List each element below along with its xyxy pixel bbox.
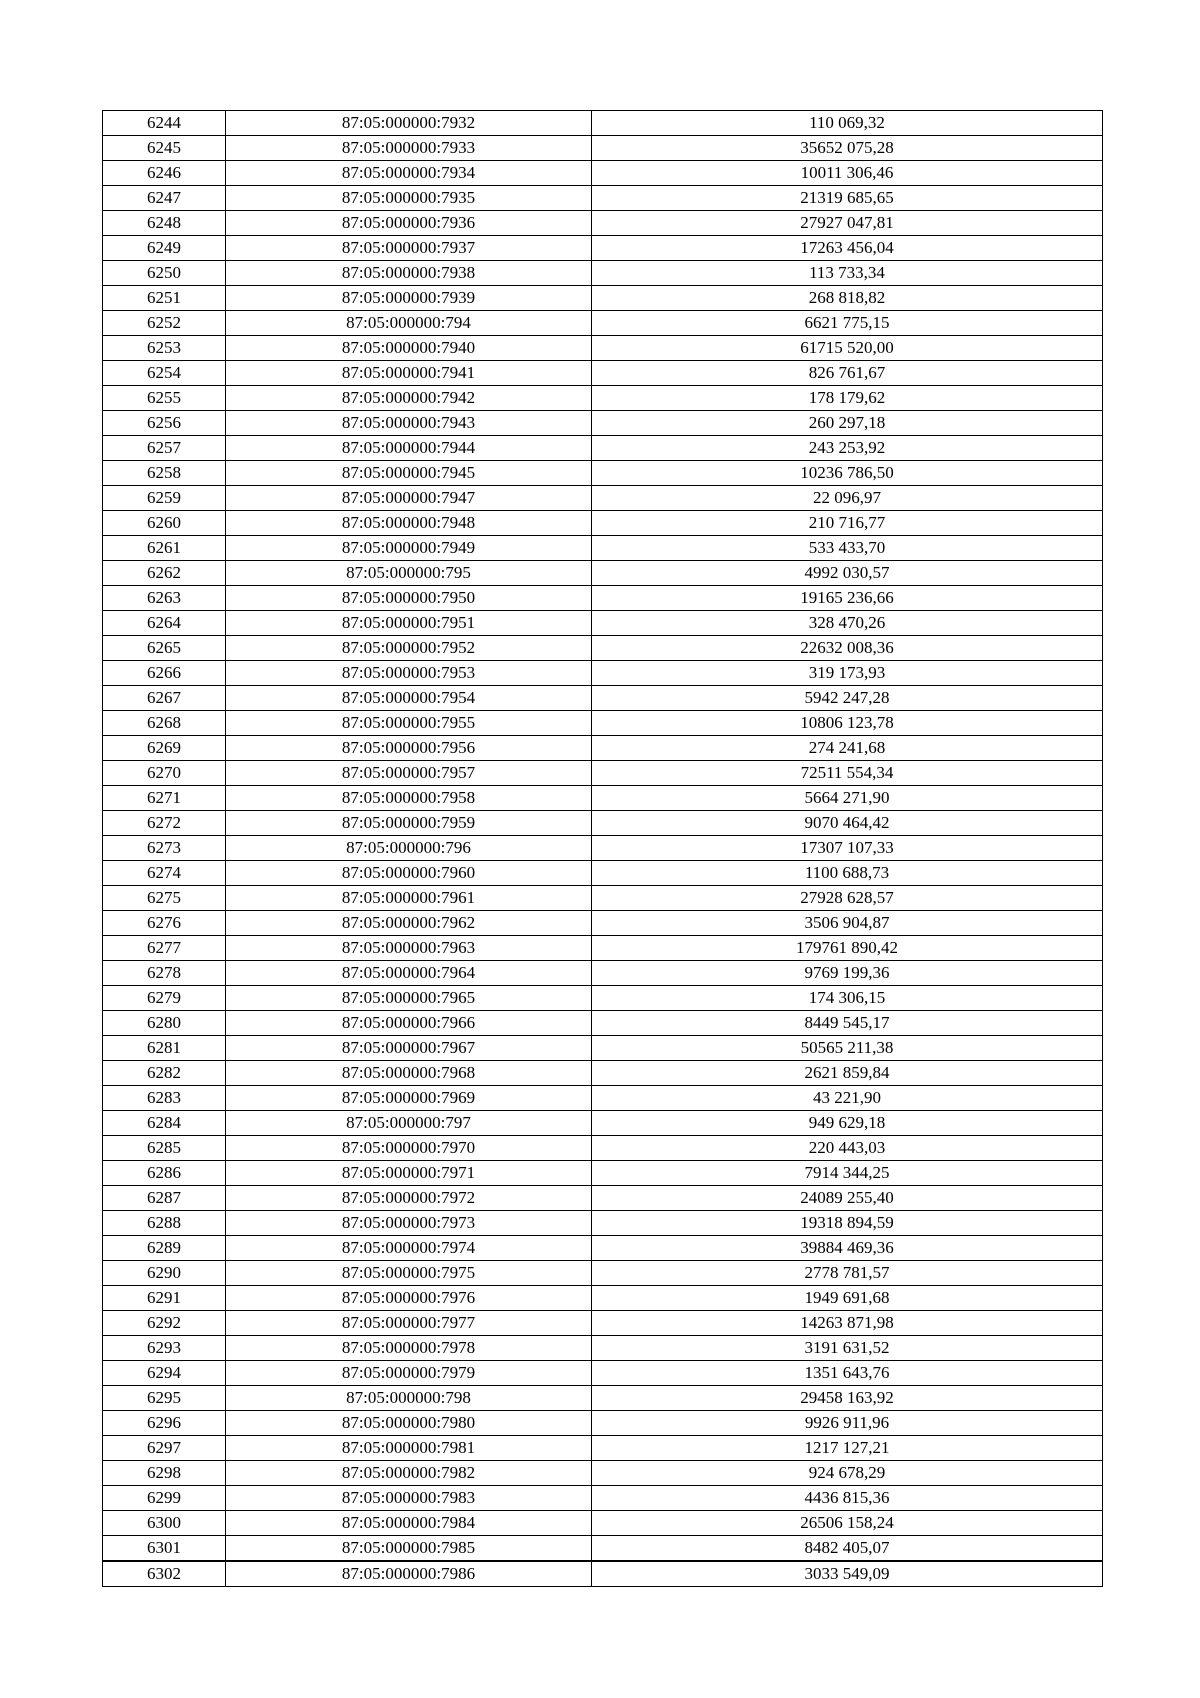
row-number-cell: 6259 xyxy=(103,486,226,511)
cadastral-number-cell: 87:05:000000:7979 xyxy=(226,1361,592,1386)
row-number-cell: 6264 xyxy=(103,611,226,636)
row-number-cell: 6279 xyxy=(103,986,226,1011)
table-row xyxy=(103,611,1103,636)
row-number-cell: 6258 xyxy=(103,461,226,486)
row-number-cell: 6250 xyxy=(103,261,226,286)
table-row xyxy=(103,711,1103,736)
cadastral-value-cell: 39884 469,36 xyxy=(592,1236,1103,1261)
row-number-cell: 6284 xyxy=(103,1111,226,1136)
table-row xyxy=(103,1461,1103,1486)
cadastral-number-cell: 87:05:000000:7958 xyxy=(226,786,592,811)
row-number-cell: 6294 xyxy=(103,1361,226,1386)
cadastral-value-cell: 4436 815,36 xyxy=(592,1486,1103,1511)
row-number-cell: 6270 xyxy=(103,761,226,786)
table-row xyxy=(103,336,1103,361)
table-row xyxy=(103,1061,1103,1086)
cadastral-value-cell: 1949 691,68 xyxy=(592,1286,1103,1311)
cadastral-value-cell: 43 221,90 xyxy=(592,1086,1103,1111)
cadastral-number-cell: 87:05:000000:7966 xyxy=(226,1011,592,1036)
row-number-cell: 6301 xyxy=(103,1536,226,1562)
cadastral-number-cell: 87:05:000000:7984 xyxy=(226,1511,592,1536)
row-number-cell: 6298 xyxy=(103,1461,226,1486)
table-row xyxy=(103,1161,1103,1186)
cadastral-value-cell: 61715 520,00 xyxy=(592,336,1103,361)
row-number-cell: 6292 xyxy=(103,1311,226,1336)
cadastral-number-cell: 87:05:000000:7943 xyxy=(226,411,592,436)
cadastral-number-cell: 87:05:000000:7965 xyxy=(226,986,592,1011)
cadastral-value-cell: 9769 199,36 xyxy=(592,961,1103,986)
table-row xyxy=(103,311,1103,336)
row-number-cell: 6282 xyxy=(103,1061,226,1086)
cadastral-number-cell: 87:05:000000:7941 xyxy=(226,361,592,386)
table-row xyxy=(103,661,1103,686)
table-row xyxy=(103,786,1103,811)
cadastral-value-cell: 3506 904,87 xyxy=(592,911,1103,936)
cadastral-value-cell: 1217 127,21 xyxy=(592,1436,1103,1461)
cadastral-value-cell: 27927 047,81 xyxy=(592,211,1103,236)
cadastral-value-cell: 328 470,26 xyxy=(592,611,1103,636)
row-number-cell: 6273 xyxy=(103,836,226,861)
table-row xyxy=(103,1486,1103,1511)
cadastral-value-cell: 14263 871,98 xyxy=(592,1311,1103,1336)
row-number-cell: 6274 xyxy=(103,861,226,886)
table-row xyxy=(103,186,1103,211)
table-row xyxy=(103,736,1103,761)
cadastral-number-cell: 87:05:000000:7945 xyxy=(226,461,592,486)
row-number-cell: 6262 xyxy=(103,561,226,586)
table-row xyxy=(103,486,1103,511)
row-number-cell: 6276 xyxy=(103,911,226,936)
row-number-cell: 6269 xyxy=(103,736,226,761)
cadastral-number-cell: 87:05:000000:7956 xyxy=(226,736,592,761)
cadastral-value-cell: 5664 271,90 xyxy=(592,786,1103,811)
row-number-cell: 6257 xyxy=(103,436,226,461)
row-number-cell: 6287 xyxy=(103,1186,226,1211)
cadastral-number-cell: 87:05:000000:7986 xyxy=(226,1561,592,1587)
table-row xyxy=(103,1111,1103,1136)
cadastral-value-cell: 10236 786,50 xyxy=(592,461,1103,486)
row-number-cell: 6247 xyxy=(103,186,226,211)
table-row xyxy=(103,1261,1103,1286)
cadastral-number-cell: 87:05:000000:7953 xyxy=(226,661,592,686)
table-row xyxy=(103,386,1103,411)
cadastral-number-cell: 87:05:000000:7963 xyxy=(226,936,592,961)
cadastral-value-cell: 174 306,15 xyxy=(592,986,1103,1011)
cadastral-value-cell: 268 818,82 xyxy=(592,286,1103,311)
cadastral-value-cell: 2778 781,57 xyxy=(592,1261,1103,1286)
row-number-cell: 6266 xyxy=(103,661,226,686)
table-row xyxy=(103,1411,1103,1436)
table-row xyxy=(103,636,1103,661)
table-row xyxy=(103,1236,1103,1261)
cadastral-number-cell: 87:05:000000:7933 xyxy=(226,136,592,161)
table-row xyxy=(103,1536,1103,1562)
row-number-cell: 6249 xyxy=(103,236,226,261)
cadastral-value-cell: 72511 554,34 xyxy=(592,761,1103,786)
cadastral-value-cell: 243 253,92 xyxy=(592,436,1103,461)
cadastral-number-cell: 87:05:000000:7985 xyxy=(226,1536,592,1562)
table-row xyxy=(103,686,1103,711)
cadastral-number-cell: 87:05:000000:7936 xyxy=(226,211,592,236)
row-number-cell: 6261 xyxy=(103,536,226,561)
cadastral-value-cell: 6621 775,15 xyxy=(592,311,1103,336)
cadastral-value-cell: 924 678,29 xyxy=(592,1461,1103,1486)
table-row xyxy=(103,361,1103,386)
row-number-cell: 6248 xyxy=(103,211,226,236)
row-number-cell: 6255 xyxy=(103,386,226,411)
row-number-cell: 6267 xyxy=(103,686,226,711)
row-number-cell: 6244 xyxy=(103,111,226,136)
row-number-cell: 6263 xyxy=(103,586,226,611)
cadastral-number-cell: 87:05:000000:7960 xyxy=(226,861,592,886)
row-number-cell: 6275 xyxy=(103,886,226,911)
table-row xyxy=(103,1336,1103,1361)
cadastral-number-cell: 87:05:000000:7962 xyxy=(226,911,592,936)
cadastral-number-cell: 87:05:000000:795 xyxy=(226,561,592,586)
cadastral-value-cell: 19165 236,66 xyxy=(592,586,1103,611)
cadastral-value-cell: 178 179,62 xyxy=(592,386,1103,411)
cadastral-number-cell: 87:05:000000:7983 xyxy=(226,1486,592,1511)
cadastral-value-cell: 22632 008,36 xyxy=(592,636,1103,661)
table-row xyxy=(103,1136,1103,1161)
table-row xyxy=(103,1561,1103,1587)
table-row xyxy=(103,286,1103,311)
cadastral-number-cell: 87:05:000000:7955 xyxy=(226,711,592,736)
cadastral-value-table xyxy=(102,110,1103,1587)
row-number-cell: 6254 xyxy=(103,361,226,386)
table-row xyxy=(103,861,1103,886)
row-number-cell: 6281 xyxy=(103,1036,226,1061)
cadastral-number-cell: 87:05:000000:7964 xyxy=(226,961,592,986)
row-number-cell: 6271 xyxy=(103,786,226,811)
cadastral-value-cell: 19318 894,59 xyxy=(592,1211,1103,1236)
cadastral-value-cell: 3191 631,52 xyxy=(592,1336,1103,1361)
cadastral-number-cell: 87:05:000000:7982 xyxy=(226,1461,592,1486)
cadastral-value-cell: 24089 255,40 xyxy=(592,1186,1103,1211)
cadastral-number-cell: 87:05:000000:797 xyxy=(226,1111,592,1136)
cadastral-value-cell: 1351 643,76 xyxy=(592,1361,1103,1386)
row-number-cell: 6289 xyxy=(103,1236,226,1261)
cadastral-value-cell: 21319 685,65 xyxy=(592,186,1103,211)
table-row xyxy=(103,1436,1103,1461)
cadastral-value-cell: 22 096,97 xyxy=(592,486,1103,511)
row-number-cell: 6293 xyxy=(103,1336,226,1361)
cadastral-number-cell: 87:05:000000:7974 xyxy=(226,1236,592,1261)
cadastral-number-cell: 87:05:000000:7944 xyxy=(226,436,592,461)
cadastral-number-cell: 87:05:000000:798 xyxy=(226,1386,592,1411)
table-row xyxy=(103,561,1103,586)
cadastral-number-cell: 87:05:000000:7978 xyxy=(226,1336,592,1361)
cadastral-number-cell: 87:05:000000:7957 xyxy=(226,761,592,786)
row-number-cell: 6283 xyxy=(103,1086,226,1111)
cadastral-value-cell: 210 716,77 xyxy=(592,511,1103,536)
row-number-cell: 6265 xyxy=(103,636,226,661)
cadastral-number-cell: 87:05:000000:7949 xyxy=(226,536,592,561)
cadastral-number-cell: 87:05:000000:7973 xyxy=(226,1211,592,1236)
table-row xyxy=(103,1086,1103,1111)
row-number-cell: 6253 xyxy=(103,336,226,361)
table-row xyxy=(103,1311,1103,1336)
cadastral-value-cell: 1100 688,73 xyxy=(592,861,1103,886)
cadastral-number-cell: 87:05:000000:7980 xyxy=(226,1411,592,1436)
row-number-cell: 6278 xyxy=(103,961,226,986)
table-row xyxy=(103,811,1103,836)
cadastral-value-cell: 533 433,70 xyxy=(592,536,1103,561)
cadastral-value-cell: 260 297,18 xyxy=(592,411,1103,436)
table-row xyxy=(103,411,1103,436)
cadastral-value-cell: 4992 030,57 xyxy=(592,561,1103,586)
table-row xyxy=(103,586,1103,611)
row-number-cell: 6260 xyxy=(103,511,226,536)
table-row xyxy=(103,761,1103,786)
row-number-cell: 6286 xyxy=(103,1161,226,1186)
row-number-cell: 6291 xyxy=(103,1286,226,1311)
row-number-cell: 6299 xyxy=(103,1486,226,1511)
cadastral-number-cell: 87:05:000000:7971 xyxy=(226,1161,592,1186)
cadastral-number-cell: 87:05:000000:7970 xyxy=(226,1136,592,1161)
row-number-cell: 6256 xyxy=(103,411,226,436)
row-number-cell: 6288 xyxy=(103,1211,226,1236)
cadastral-value-cell: 826 761,67 xyxy=(592,361,1103,386)
table-row xyxy=(103,1011,1103,1036)
table-row xyxy=(103,136,1103,161)
table-row xyxy=(103,911,1103,936)
row-number-cell: 6245 xyxy=(103,136,226,161)
cadastral-number-cell: 87:05:000000:7969 xyxy=(226,1086,592,1111)
cadastral-value-cell: 110 069,32 xyxy=(592,111,1103,136)
cadastral-value-cell: 2621 859,84 xyxy=(592,1061,1103,1086)
cadastral-number-cell: 87:05:000000:7940 xyxy=(226,336,592,361)
row-number-cell: 6300 xyxy=(103,1511,226,1536)
row-number-cell: 6296 xyxy=(103,1411,226,1436)
cadastral-value-cell: 9926 911,96 xyxy=(592,1411,1103,1436)
row-number-cell: 6252 xyxy=(103,311,226,336)
row-number-cell: 6251 xyxy=(103,286,226,311)
cadastral-number-cell: 87:05:000000:7932 xyxy=(226,111,592,136)
cadastral-value-cell: 179761 890,42 xyxy=(592,936,1103,961)
cadastral-value-cell: 7914 344,25 xyxy=(592,1161,1103,1186)
cadastral-value-cell: 274 241,68 xyxy=(592,736,1103,761)
row-number-cell: 6295 xyxy=(103,1386,226,1411)
table-row xyxy=(103,511,1103,536)
cadastral-number-cell: 87:05:000000:7938 xyxy=(226,261,592,286)
table-row xyxy=(103,1186,1103,1211)
table-row xyxy=(103,261,1103,286)
cadastral-value-cell: 8482 405,07 xyxy=(592,1536,1103,1562)
cadastral-value-cell: 10806 123,78 xyxy=(592,711,1103,736)
cadastral-value-cell: 8449 545,17 xyxy=(592,1011,1103,1036)
cadastral-number-cell: 87:05:000000:7947 xyxy=(226,486,592,511)
cadastral-number-cell: 87:05:000000:7948 xyxy=(226,511,592,536)
cadastral-number-cell: 87:05:000000:796 xyxy=(226,836,592,861)
cadastral-number-cell: 87:05:000000:7951 xyxy=(226,611,592,636)
row-number-cell: 6268 xyxy=(103,711,226,736)
cadastral-number-cell: 87:05:000000:7981 xyxy=(226,1436,592,1461)
cadastral-number-cell: 87:05:000000:794 xyxy=(226,311,592,336)
table-row xyxy=(103,836,1103,861)
cadastral-number-cell: 87:05:000000:7968 xyxy=(226,1061,592,1086)
cadastral-number-cell: 87:05:000000:7976 xyxy=(226,1286,592,1311)
cadastral-number-cell: 87:05:000000:7942 xyxy=(226,386,592,411)
cadastral-value-cell: 17263 456,04 xyxy=(592,236,1103,261)
cadastral-number-cell: 87:05:000000:7939 xyxy=(226,286,592,311)
table-row xyxy=(103,236,1103,261)
cadastral-number-cell: 87:05:000000:7972 xyxy=(226,1186,592,1211)
cadastral-number-cell: 87:05:000000:7934 xyxy=(226,161,592,186)
table-row xyxy=(103,461,1103,486)
table-row xyxy=(103,986,1103,1011)
cadastral-number-cell: 87:05:000000:7961 xyxy=(226,886,592,911)
table-row xyxy=(103,961,1103,986)
table-row xyxy=(103,1511,1103,1536)
table-row xyxy=(103,536,1103,561)
row-number-cell: 6246 xyxy=(103,161,226,186)
row-number-cell: 6277 xyxy=(103,936,226,961)
table-row xyxy=(103,886,1103,911)
cadastral-number-cell: 87:05:000000:7977 xyxy=(226,1311,592,1336)
cadastral-value-cell: 319 173,93 xyxy=(592,661,1103,686)
row-number-cell: 6272 xyxy=(103,811,226,836)
row-number-cell: 6297 xyxy=(103,1436,226,1461)
cadastral-number-cell: 87:05:000000:7952 xyxy=(226,636,592,661)
table-row xyxy=(103,211,1103,236)
table-row xyxy=(103,161,1103,186)
cadastral-value-cell: 26506 158,24 xyxy=(592,1511,1103,1536)
cadastral-value-cell: 220 443,03 xyxy=(592,1136,1103,1161)
row-number-cell: 6285 xyxy=(103,1136,226,1161)
cadastral-value-cell: 3033 549,09 xyxy=(592,1561,1103,1587)
cadastral-value-cell: 113 733,34 xyxy=(592,261,1103,286)
cadastral-number-cell: 87:05:000000:7950 xyxy=(226,586,592,611)
table-row xyxy=(103,1361,1103,1386)
row-number-cell: 6302 xyxy=(103,1561,226,1587)
cadastral-number-cell: 87:05:000000:7937 xyxy=(226,236,592,261)
table-row xyxy=(103,1286,1103,1311)
cadastral-value-cell: 35652 075,28 xyxy=(592,136,1103,161)
cadastral-number-cell: 87:05:000000:7959 xyxy=(226,811,592,836)
cadastral-number-cell: 87:05:000000:7935 xyxy=(226,186,592,211)
cadastral-value-cell: 949 629,18 xyxy=(592,1111,1103,1136)
cadastral-number-cell: 87:05:000000:7975 xyxy=(226,1261,592,1286)
row-number-cell: 6280 xyxy=(103,1011,226,1036)
cadastral-number-cell: 87:05:000000:7954 xyxy=(226,686,592,711)
table-row xyxy=(103,1036,1103,1061)
cadastral-value-cell: 9070 464,42 xyxy=(592,811,1103,836)
table-row xyxy=(103,1211,1103,1236)
cadastral-number-cell: 87:05:000000:7967 xyxy=(226,1036,592,1061)
table-row xyxy=(103,1386,1103,1411)
table-body xyxy=(103,111,1103,1587)
cadastral-value-cell: 17307 107,33 xyxy=(592,836,1103,861)
table-row xyxy=(103,936,1103,961)
cadastral-value-cell: 50565 211,38 xyxy=(592,1036,1103,1061)
cadastral-value-cell: 27928 628,57 xyxy=(592,886,1103,911)
table-row xyxy=(103,436,1103,461)
cadastral-value-cell: 29458 163,92 xyxy=(592,1386,1103,1411)
cadastral-value-cell: 5942 247,28 xyxy=(592,686,1103,711)
table-row xyxy=(103,111,1103,136)
cadastral-value-cell: 10011 306,46 xyxy=(592,161,1103,186)
row-number-cell: 6290 xyxy=(103,1261,226,1286)
